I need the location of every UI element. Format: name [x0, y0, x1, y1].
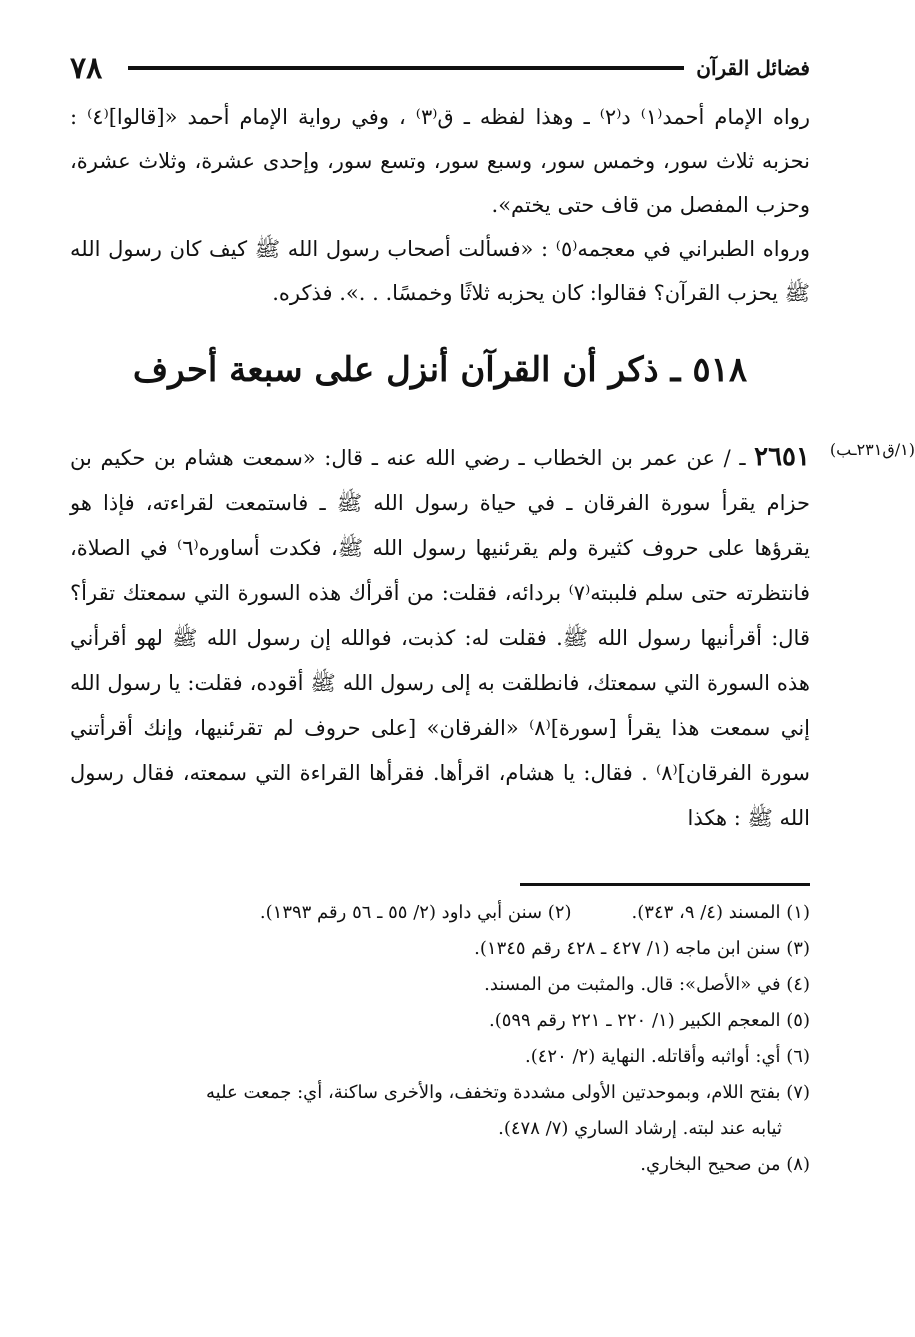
footnote-item: (٣) سنن ابن ماجه (١/ ٤٢٧ ـ ٤٢٨ رقم ١٣٤٥).: [474, 938, 810, 959]
footnotes: [70, 895, 810, 1183]
intro-text: [70, 95, 810, 315]
manuscript-folio-note: (١/ق٢٣١ـب): [829, 440, 915, 459]
footnote-item: (٨) من صحيح البخاري.: [640, 1154, 810, 1175]
footnote-item: (٥) المعجم الكبير (١/ ٢٢٠ ـ ٢٢١ رقم ٥٩٩).: [488, 1010, 810, 1031]
running-title: فضائل القرآن: [696, 56, 810, 80]
footnote-item: (١) المسند (٤/ ٩، ٣٤٣).: [631, 902, 810, 923]
hadith-text: ـ / عن عمر بن الخطاب ـ رضي الله عنه ـ قال: «سمعت هشام بن حكيم بن حزام يقرأ سورة الفرقان ـ في حياة رسول الله ﷺ ـ فاستمعت لقراءته، فإذا هو يقرؤها على حروف كثيرة ولم يقرئنيها رسول الله ﷺ، فكدت أساوره⁽٦⁾ في الصلاة، فانتظرته حتى سلم فلببته⁽٧⁾ بردائه، فقلت: من أقرأك هذه السورة التي سمعتك تقرأ؟ قال: أقرأنيها رسول الله ﷺ. فقلت له: كذبت، فوالله إن رسول الله ﷺ لهو أقرأني هذه السورة التي سمعتك، فانطلقت به إلى رسول الله ﷺ أقوده، فقلت: يا رسول الله إني سمعت هذا يقرأ [سورة]⁽٨⁾ «الفرقان» [على حروف لم تقرئنيها، وإنك أقرأتني سورة الفرقان]⁽٨⁾ . فقال: يا هشام، اقرأها. فقرأها القراءة التي سمعته، فقال رسول الله ﷺ : هكذا: [70, 446, 810, 830]
hadith-block: [70, 435, 810, 841]
section-title: ٥١٨ ـ ذكر أن القرآن أنزل على سبعة أحرف: [132, 350, 748, 390]
footnote-item: (٧) بفتح اللام، وبموحدتين الأولى مشددة وتخفف، والأخرى ساكنة، أي: جمعت عليه: [205, 1082, 810, 1103]
footnote-continuation: ثيابه عند لبته. إرشاد الساري (٧/ ٤٧٨).: [498, 1118, 782, 1139]
page-header: [70, 48, 810, 88]
footnote-item: (٢) سنن أبي داود (٢/ ٥٥ ـ ٥٦ رقم ١٣٩٣).: [259, 902, 572, 923]
footnote-item: (٦) أي: أواثبه وأقاتله. النهاية (٢/ ٤٢٠).: [524, 1046, 810, 1067]
header-rule: [128, 66, 684, 70]
intro-paragraph: رواه الإمام أحمد⁽١⁾ د⁽٢⁾ ـ وهذا لفظه ـ ق⁽٣⁾ ، وفي رواية الإمام أحمد «[قالوا]⁽٤⁾ : نحزبه ثلاث سور، وخمس سور، وسبع سور، وتسع سور، وإحدى عشرة، وثلاث عشرة، وحزب المفصل من قاف حتى يختم».: [70, 105, 810, 217]
intro-paragraph: ورواه الطبراني في معجمه⁽٥⁾ : «فسألت أصحاب رسول الله ﷺ كيف كان رسول الله ﷺ يحزب القرآن؟ فقالوا: كان يحزبه ثلاثًا وخمسًا. . .». فذكره.: [70, 237, 811, 305]
footnote-item: (٤) في «الأصل»: قال. والمثبت من المسند.: [484, 974, 810, 995]
footnote-rule: [520, 883, 810, 886]
page-number: ٧٨: [70, 50, 103, 86]
hadith-number: ٢٦٥١: [754, 442, 810, 472]
